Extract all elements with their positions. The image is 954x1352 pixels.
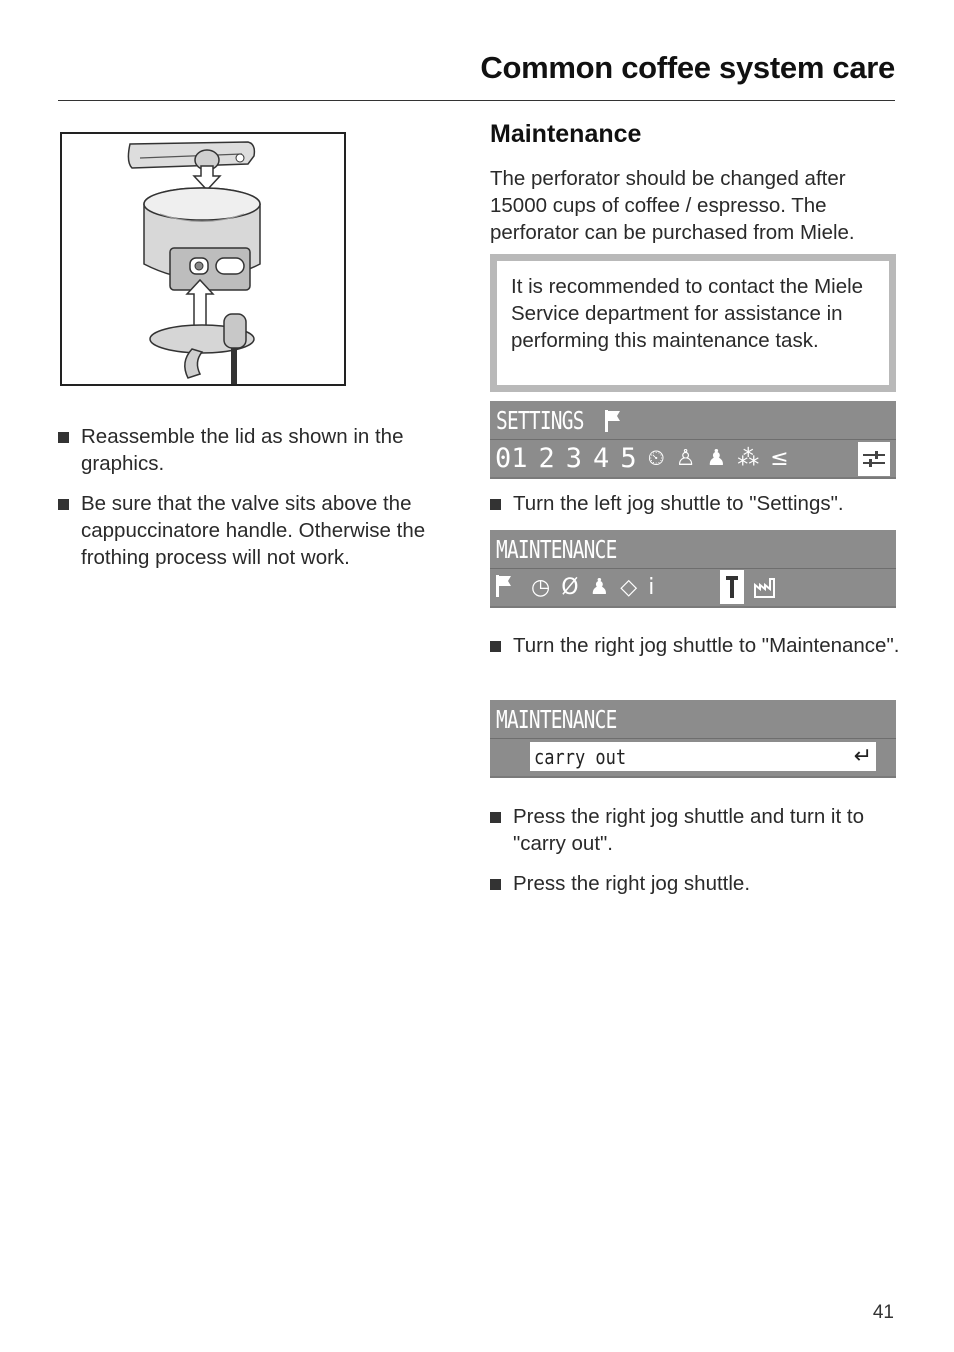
- bullet-square: [490, 879, 501, 890]
- page-title: Common coffee system care: [480, 50, 895, 85]
- carry-out-option: [530, 742, 876, 771]
- note-text: It is recommended to contact the Miele Service department for assistance in performing this maintenance task.: [497, 261, 889, 385]
- bullet-square: [490, 499, 501, 510]
- clock-icon: ◷: [531, 575, 551, 600]
- instruction-list-2: [490, 632, 900, 672]
- menu-number: 4: [593, 443, 610, 474]
- enter-icon: ↵: [853, 744, 872, 769]
- list-item: Turn the right jog shuttle to "Maintenance".: [490, 632, 900, 659]
- zero-icon: Ø: [561, 575, 579, 600]
- bullet-square: [490, 812, 501, 823]
- bullet-square: [58, 432, 69, 443]
- bullet-square: [58, 499, 69, 510]
- display-title: MAINTENANCE: [496, 535, 617, 564]
- settings-display: [490, 401, 896, 479]
- note-box: [490, 254, 896, 392]
- steam-icon: ⁂: [737, 446, 760, 471]
- maintenance-menu-display: [490, 530, 896, 608]
- page-number: 41: [872, 1302, 894, 1323]
- bullet-square: [490, 641, 501, 652]
- info-icon: i: [648, 575, 655, 600]
- list-item: Turn the left jog shuttle to "Settings".: [490, 490, 900, 517]
- diamond-icon: ◇: [620, 575, 638, 600]
- person-icon: ♟: [706, 446, 727, 471]
- menu-number: 5: [620, 443, 637, 474]
- display-title: SETTINGS: [496, 406, 584, 435]
- list-item: Reassemble the lid as shown in the graphics.: [58, 423, 458, 477]
- list-item: Press the right jog shuttle and turn it to "carry out".: [490, 803, 900, 857]
- maintenance-action-display: [490, 700, 896, 778]
- menu-number: 3: [565, 443, 583, 474]
- person-icon: ♟: [589, 575, 610, 600]
- lid-assembly-drawing: [62, 134, 344, 384]
- menu-number: 01: [495, 443, 528, 474]
- cup-icon: ♙: [675, 446, 696, 471]
- sliders-icon: [858, 442, 890, 476]
- list-item: Be sure that the valve sits above the cappuccinatore handle. Otherwise the frothing process will not work.: [58, 490, 458, 571]
- instruction-list-1: [490, 490, 900, 530]
- lid-assembly-illustration: [60, 132, 346, 386]
- menu-number: 2: [538, 443, 555, 474]
- option-label: carry out: [534, 745, 627, 769]
- flag-icon: [604, 409, 622, 438]
- timer-icon: ⏲: [647, 446, 665, 471]
- left-instructions: [58, 423, 458, 584]
- wave-icon: ≤: [770, 446, 789, 471]
- instruction-list-3: [490, 803, 900, 910]
- section-title: Maintenance: [490, 120, 642, 148]
- list-item: Press the right jog shuttle.: [490, 870, 900, 897]
- flag-icon: [495, 574, 513, 603]
- title-rule: [58, 100, 895, 101]
- display-title: MAINTENANCE: [496, 705, 617, 734]
- factory-icon: [754, 577, 778, 604]
- intro-paragraph: The perforator should be changed after 15000 cups of coffee / espresso. The perforator can be purchased from Miele.: [490, 167, 855, 244]
- maintenance-icon: [720, 570, 744, 604]
